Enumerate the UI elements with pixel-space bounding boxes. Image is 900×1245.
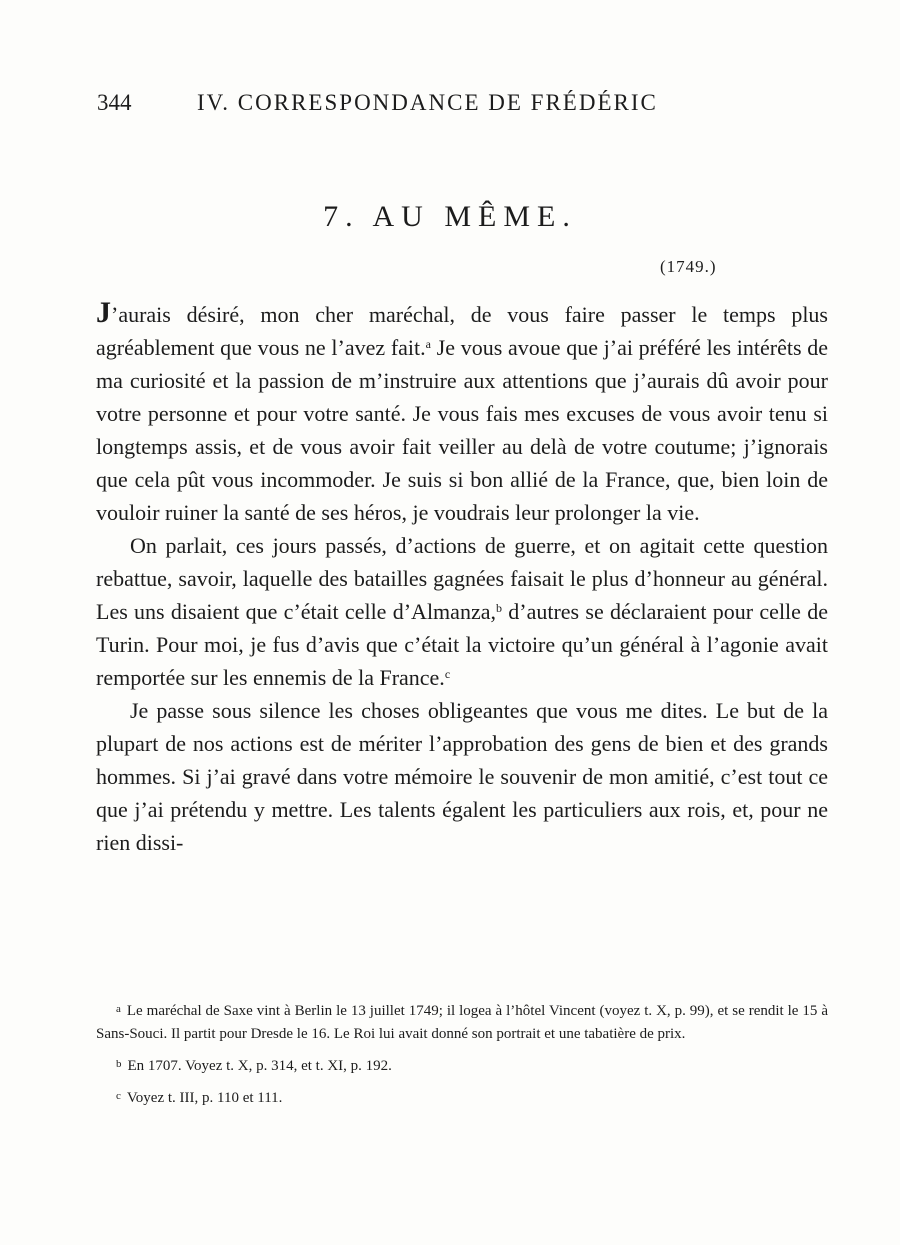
footnote-mark: a xyxy=(116,1003,121,1015)
footnote-ref-c[interactable]: c xyxy=(444,667,451,681)
paragraph-1 xyxy=(96,298,828,529)
footnote-ref-a[interactable]: a xyxy=(425,337,431,351)
footnote-c xyxy=(96,1085,828,1110)
paragraph-2 xyxy=(96,529,828,694)
paragraph-text: Je passe sous silence les choses obligeantes que vous me dites. Le but de la plupart de nos actions est de mériter l’approbation des gens de bien et des grands hommes. Si j’ai gravé dans votre mémoire le souvenir de mon amitié, c’est tout ce que j’ai prétendu y mettre. Les talents égalent les particuliers aux rois, et, pour ne rien dissi- xyxy=(96,698,828,855)
running-head-title: IV. CORRESPONDANCE DE FRÉDÉRIC xyxy=(197,90,658,115)
paragraph-text: On parlait, ces jours passés, d’actions de guerre, et on agitait cette question rebattue, savoir, laquelle des batailles gagnées faisait le plus d’honneur au général. Les uns disaient que c’était celle d’Almanza, xyxy=(96,533,828,624)
paragraph-text: d’autres se déclaraient pour celle de Turin. Pour moi, je fus d’avis que c’était la victoire qu’un général à l’agonie avait remportée sur les ennemis de la France. xyxy=(96,599,828,690)
paragraph-3 xyxy=(96,694,828,859)
footnote-ref-b[interactable]: b xyxy=(495,601,502,615)
footnote-text: Voyez t. III, p. 110 et 111. xyxy=(126,1090,283,1106)
footnotes xyxy=(96,998,828,1117)
letter-date: (1749.) xyxy=(660,257,717,276)
paragraph-text: ’aurais désiré, mon cher maréchal, de vous faire passer le temps plus agréablement que vous ne l’avez fait. xyxy=(96,302,828,360)
drop-cap: J xyxy=(96,296,111,329)
footnote-text: En 1707. Voyez t. X, p. 314, et t. XI, p. 192. xyxy=(127,1058,392,1074)
footnote-mark: c xyxy=(116,1090,121,1102)
running-head xyxy=(97,90,817,116)
letter-body xyxy=(96,298,828,859)
page-number: 344 xyxy=(97,90,132,115)
footnote-a xyxy=(96,998,828,1046)
footnote-text: Le maréchal de Saxe vint à Berlin le 13 juillet 1749; il logea à l’hôtel Vincent (voyez t. X, p. 99), et se rendit le 15 à Sans-Souci. Il partit pour Dresde le 16. Le Roi lui avait donné son portrait et une tabatière de prix. xyxy=(96,1003,828,1042)
paragraph-text: Je vous avoue que j’ai préféré les intérêts de ma curiosité et la passion de m’instruire aux attentions que j’aurais dû avoir pour votre personne et pour votre santé. Je vous fais mes excuses de vous avoir tenu si longtemps assis, et de vous avoir fait veiller au delà de votre coutume; j’ignorais que cela pût vous incommoder. Je suis si bon allié de la France, que, bien loin de vouloir ruiner la santé de ses héros, je voudrais leur prolonger la vie. xyxy=(96,335,829,525)
letter-heading: 7. AU MÊME. xyxy=(323,200,577,233)
footnote-b xyxy=(96,1053,828,1078)
footnote-mark: b xyxy=(116,1058,122,1070)
